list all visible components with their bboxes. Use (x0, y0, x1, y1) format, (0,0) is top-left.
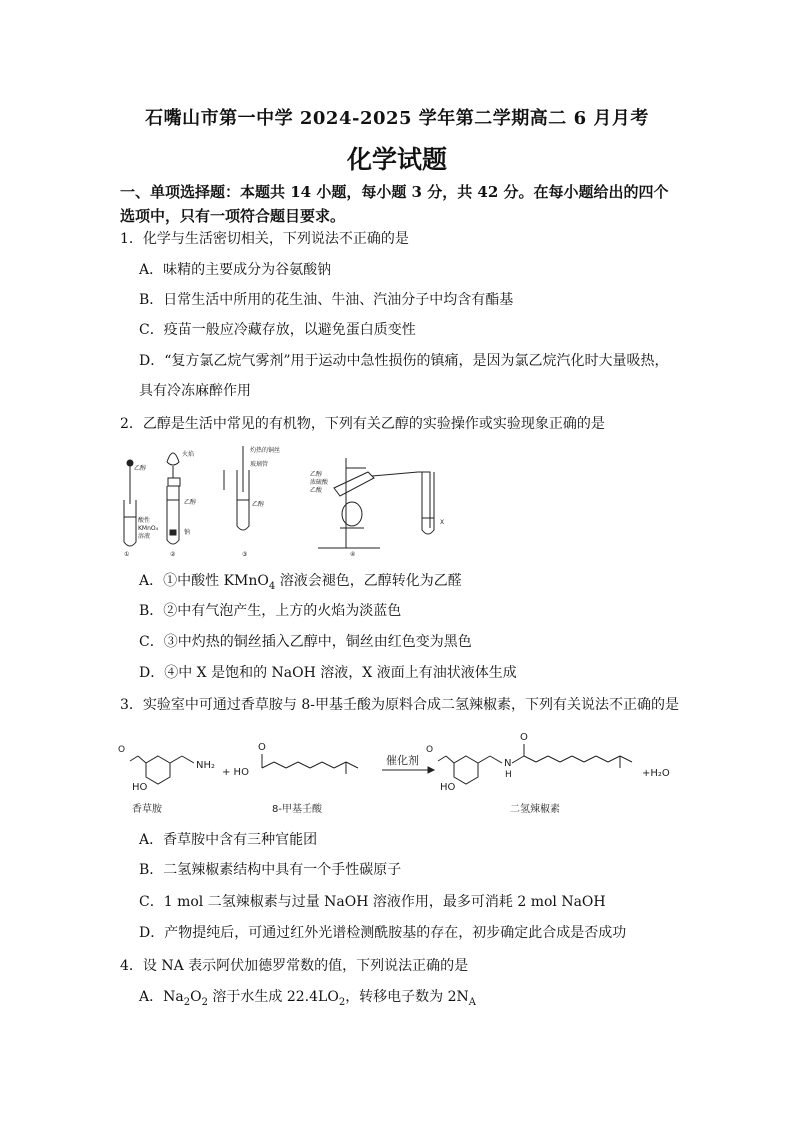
fig-label-ethanol-2: 乙醇 (184, 499, 197, 506)
q4-option-a: A．$Na_2O_2$ 溶于水生成 $22.4LO_2$，转移电子数为 $2N_A$ (139, 989, 477, 1008)
q2-option-b: B．②中有气泡产生，上方的火焰为淡蓝色 (139, 603, 402, 619)
fig-label-acidic: 酸性 (138, 517, 151, 524)
rx-label-o-1: O (258, 742, 266, 753)
fig-label-mix-acetic: 乙酸 (310, 487, 323, 494)
rx-label-ho-1: HO (132, 782, 148, 793)
q2-apparatus-figure (118, 442, 448, 558)
fig-number-1: ① (124, 551, 130, 558)
fig-label-sodium: 钠 (184, 529, 191, 536)
rx-label-plus-ho: + HO (222, 767, 249, 778)
fig-label-ethanol-3: 乙醇 (252, 501, 265, 508)
q1-option-d: D．“复方氯乙烷气雾剂”用于运动中急性损伤的镇痛，是因为氯乙烷汽化时大量吸热，具有冷冻麻醉作用 (139, 353, 669, 399)
q4-stem: 4．设 NA 表示阿伏加德罗常数的值，下列说法正确的是 (120, 958, 469, 974)
q2-option-c: C．③中灼热的铜丝插入乙醇中，铜丝由红色变为黑色 (139, 634, 472, 650)
q1-option-c: C．疫苗一般应冷藏存放，以避免蛋白质变性 (139, 322, 416, 338)
rx-label-water: +H₂O (642, 768, 670, 779)
svg-text:O: O (426, 745, 434, 755)
fig-label-flame: 火焰 (182, 451, 195, 458)
rx-label-h: H (505, 770, 512, 780)
q2-stem: 2．乙醇是生活中常见的有机物，下列有关乙醇的实验操作或实验现象正确的是 (120, 416, 605, 432)
q3-reaction-figure (118, 728, 708, 820)
exam-subject: 化学试题 (346, 145, 447, 174)
rx-name-vanillylamine: 香草胺 (132, 804, 162, 815)
q1-option-b: B．日常生活中所用的花生油、牛油、汽油分子中均含有酯基 (139, 292, 514, 308)
rx-name-dihydrocapsaicin: 二氢辣椒素 (510, 804, 560, 815)
fig-label-mix-ethanol: 乙醇 (310, 471, 323, 478)
q3-option-a: A．香草胺中含有三种官能团 (139, 832, 318, 848)
fig-label-ethanol-1: 乙醇 (134, 465, 147, 472)
q2-option-a: A．①中酸性 KMnO$_4$ 溶液会褪色，乙醇转化为乙醛 (139, 573, 462, 592)
fig-label-x: X (440, 519, 445, 526)
rx-label-catalyst: 催化剂 (386, 754, 419, 767)
rx-label-nh2: NH₂ (196, 760, 216, 771)
q1-stem: 1．化学与生活密切相关，下列说法不正确的是 (120, 231, 409, 247)
q3-option-d: D．产物提纯后，可通过红外光谱检测酰胺基的存在，初步确定此合成是否成功 (139, 925, 627, 941)
q2-option-d: D．④中 X 是饱和的 NaOH 溶液，X 液面上有油状液体生成 (139, 665, 517, 681)
section-heading: 一、单项选择题：本题共 14 小题，每小题 3 分，共 42 分。在每小题给出的四个选项中，只有一项符合题目要求。 (120, 183, 669, 225)
rx-label-ho-2: HO (440, 782, 456, 793)
fig-label-kmno4: KMnO₄ (138, 525, 159, 532)
q3-option-c: C．1 mol 二氢辣椒素与过量 NaOH 溶液作用，最多可消耗 2 mol NaOH (139, 894, 606, 910)
rx-label-n: N (504, 758, 512, 769)
q1-option-a: A．味精的主要成分为谷氨酸钠 (139, 262, 332, 278)
fig-label-copper-wire: 灼热的铜丝 (250, 447, 281, 454)
q3-stem: 3．实验室中可通过香草胺与 8-甲基壬酸为原料合成二氢辣椒素，下列有关说法不正确的是 (120, 697, 679, 713)
svg-text:O: O (118, 745, 126, 755)
rx-label-o-2: O (520, 732, 528, 743)
fig-number-3: ③ (242, 551, 248, 558)
fig-label-glass-tube: 玻璃管 (250, 461, 269, 468)
fig-label-solution: 溶液 (138, 533, 151, 540)
exam-title: 石嘴山市第一中学 2024-2025 学年第二学期高二 6 月月考 (145, 108, 649, 129)
fig-number-2: ② (170, 551, 176, 558)
fig-label-mix-acid: 浓硫酸 (310, 479, 329, 486)
q3-option-b: B．二氢辣椒素结构中具有一个手性碳原子 (139, 862, 402, 878)
rx-name-methylnonanoic-acid: 8-甲基壬酸 (272, 804, 322, 815)
fig-number-4: ④ (350, 551, 356, 558)
